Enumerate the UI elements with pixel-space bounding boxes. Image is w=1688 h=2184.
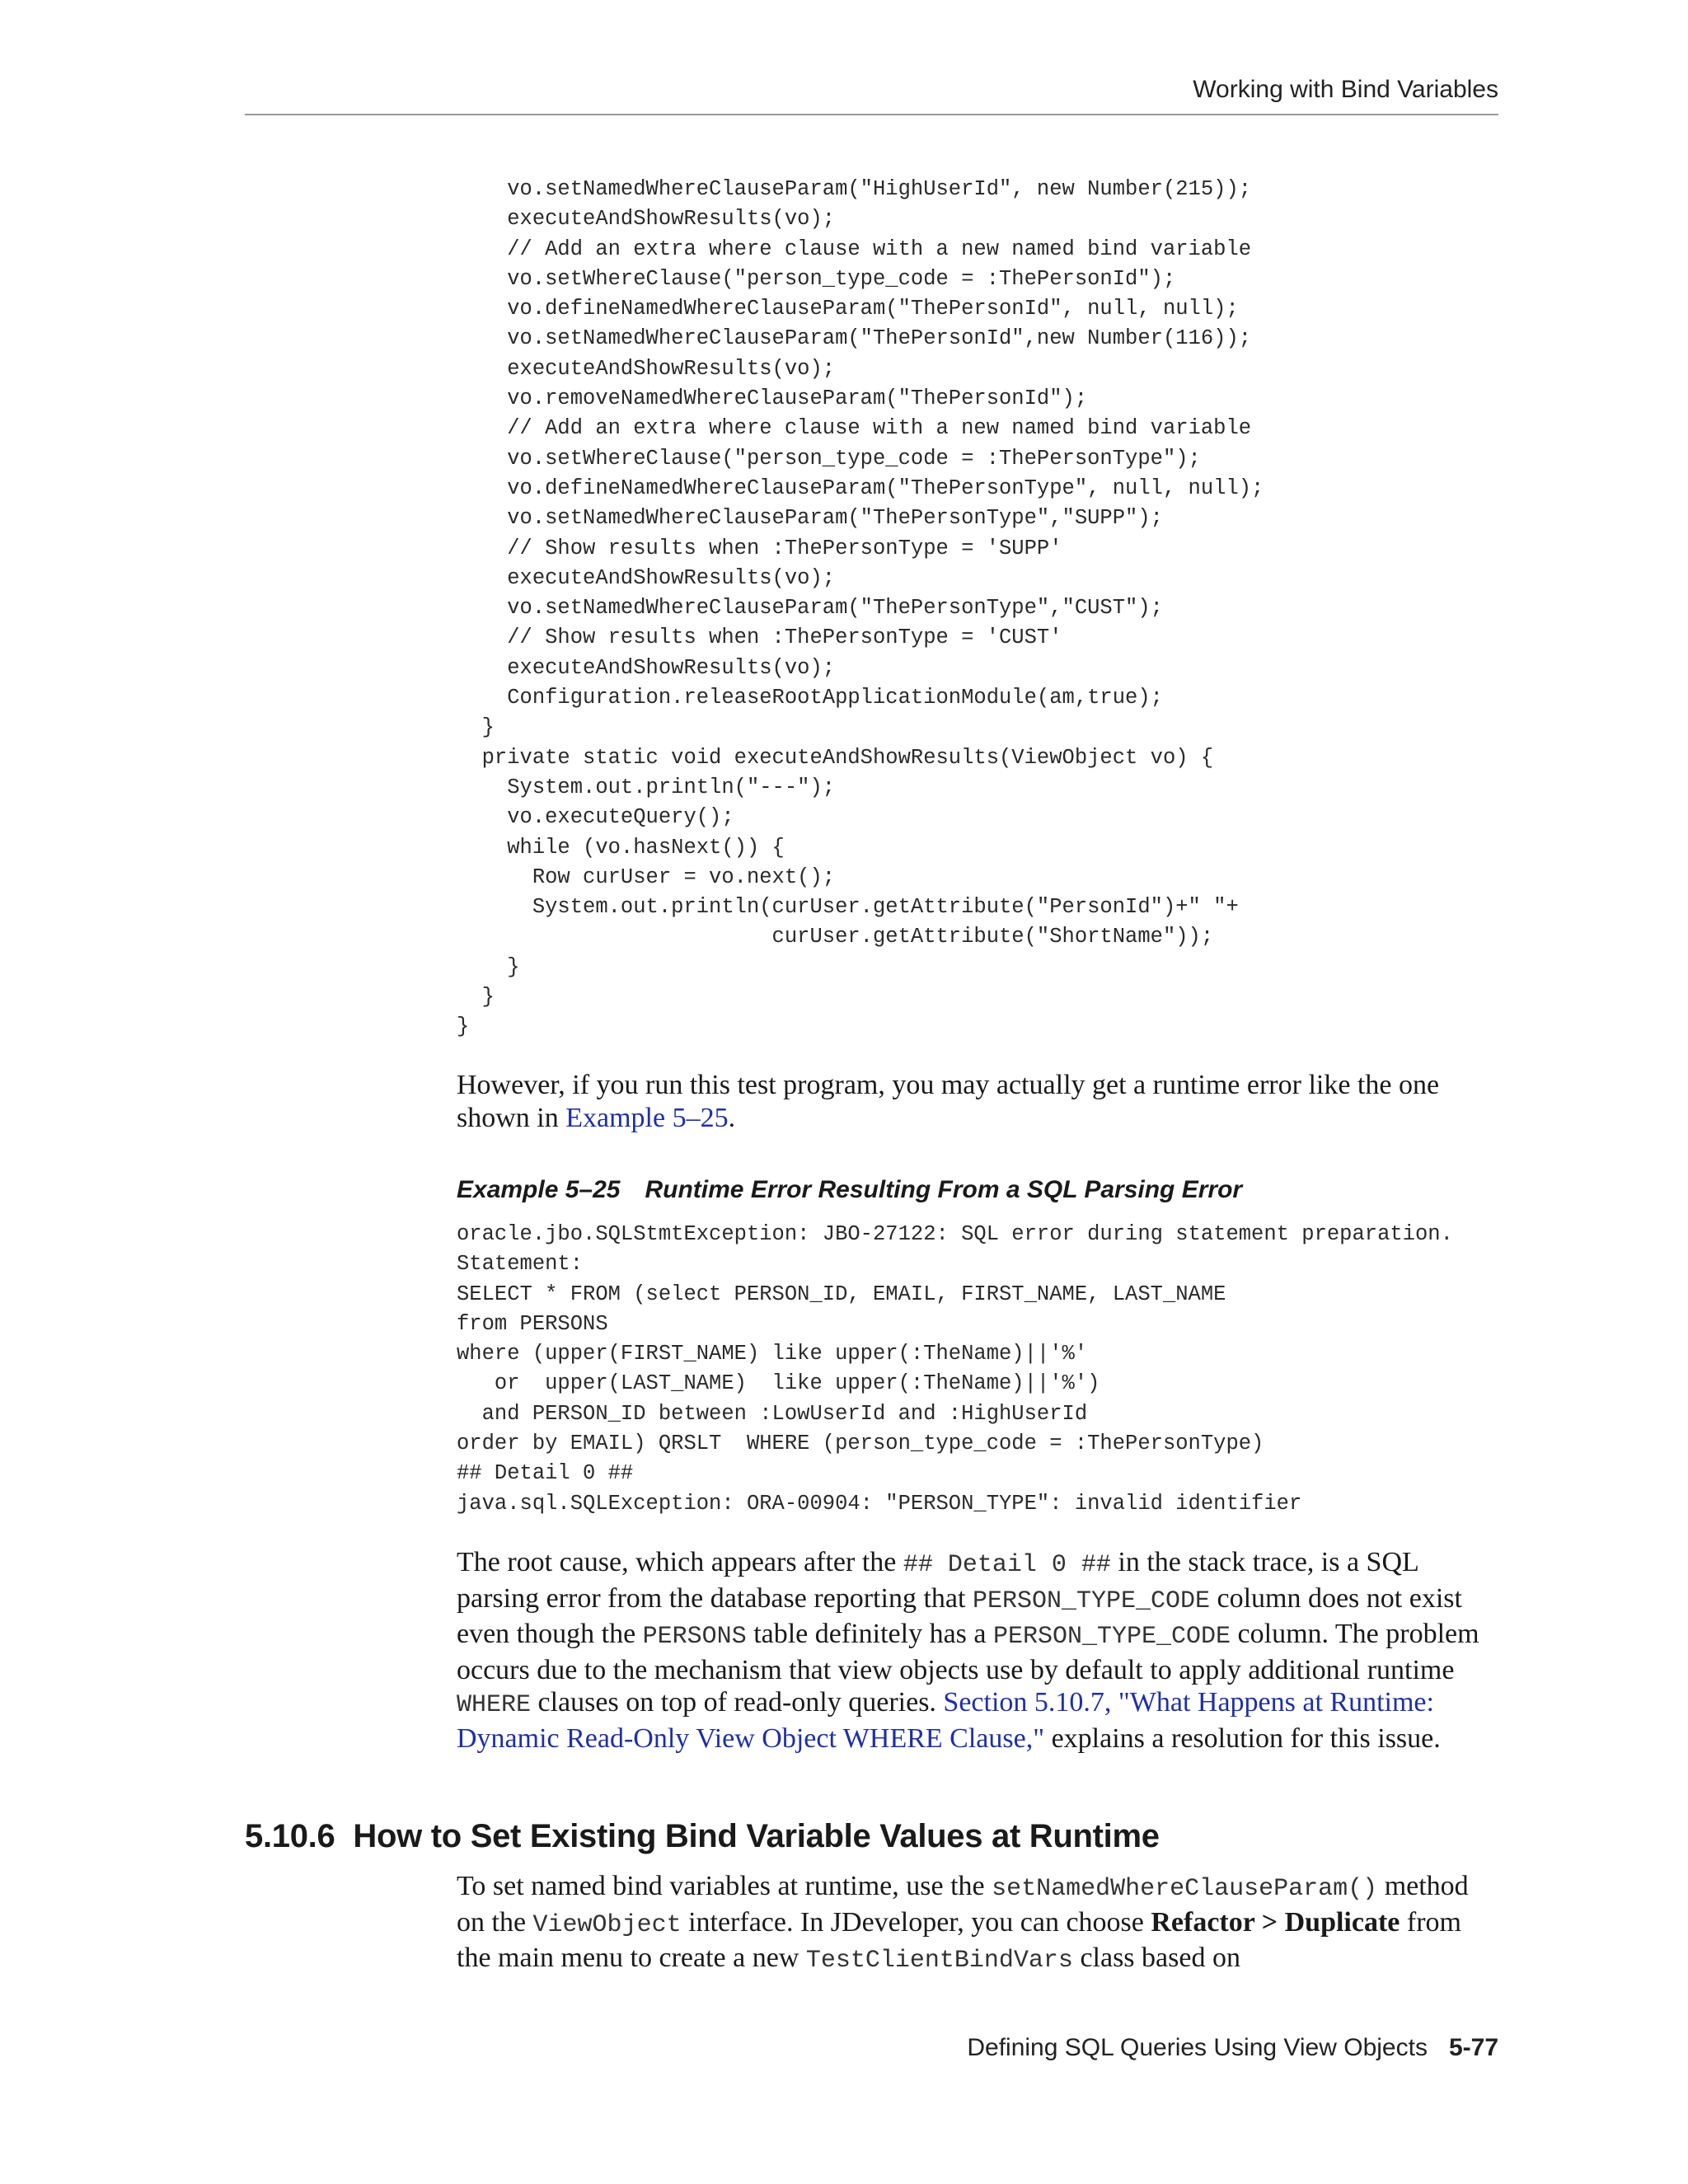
paragraph-text: interface. In JDeveloper, you can choose	[681, 1906, 1151, 1938]
paragraph-text: from the main menu to create a new	[457, 1906, 1461, 1974]
code-listing-error: oracle.jbo.SQLStmtException: JBO-27122: SQL error during statement preparation. Statement: SELECT * FROM (select PERSON_ID, EMAIL, FIRST_NAME, LAST_NAME from PERSONS where (upper(FIRST_NAME) like upper(:TheName)||'%' or upper(LAST_NAME) like upper(:TheName)||'%') and PERSON_ID between :LowUserId and :HighUserId order by EMAIL) QRSLT WHERE (person_type_code = :ThePersonType) ## Detail 0 ## java.sql.SQLException: ORA-00904: "PERSON_TYPE": invalid identifier	[457, 1222, 1453, 1516]
paragraph-root-cause	[457, 1546, 1502, 1755]
code-listing-continued: vo.setNamedWhereClauseParam("HighUserId", new Number(215)); executeAndShowResults(vo); // Add an extra where clause with a new named bind variable vo.setWhereClause("person_type_code = :ThePersonId"); vo.defineNamedWhereClauseParam("ThePersonId", null, null); vo.setNamedWhereClauseParam("ThePersonId",new Number(116)); executeAndShowResults(vo); vo.removeNamedWhereClauseParam("ThePersonId"); // Add an extra where clause with a new named bind variable vo.setWhereClause("person_type_code = :ThePersonType"); vo.defineNamedWhereClauseParam("ThePersonType", null, null); vo.setNamedWhereClauseParam("ThePersonType","SUPP"); // Show results when :ThePersonType = 'SUPP' executeAndShowResults(vo); vo.setNamedWhereClauseParam("ThePersonType","CUST"); // Show results when :ThePersonType = 'CUST' executeAndShowResults(vo); Configuration.releaseRootApplicationModule(am,true); } private static void executeAndShowResults(ViewObject vo) { System.out.println("---"); vo.executeQuery(); while (vo.hasNext()) { Row curUser = vo.next(); System.out.println(curUser.getAttribute("PersonId")+" "+ curUser.getAttribute("ShortName")); } } }	[457, 177, 1264, 1039]
paragraph-text: explains a resolution for this issue.	[1044, 1722, 1441, 1754]
section-heading	[245, 1818, 1160, 1855]
paragraph-text: class based on	[1072, 1943, 1240, 1974]
header-divider	[245, 114, 1498, 115]
paragraph-text: clauses on top of read-only queries.	[531, 1687, 944, 1718]
paragraph-text: column. The problem occurs due to the mechanism that view objects use by default to apply additional runtime	[457, 1619, 1479, 1685]
paragraph-text: However, if you run this test program, you may actually get a runtime error like the one shown in	[457, 1070, 1440, 1133]
page-footer	[967, 2034, 1498, 2062]
example-title: Runtime Error Resulting From a SQL Parsing Error	[645, 1176, 1243, 1203]
inline-code: ## Detail 0 ##	[903, 1551, 1111, 1579]
paragraph-text: in the stack trace, is a SQL parsing error from the database reporting that	[457, 1547, 1418, 1614]
paragraph-runtime-error	[457, 1069, 1502, 1134]
inline-code: ViewObject	[532, 1910, 682, 1939]
footer-chapter-title: Defining SQL Queries Using View Objects	[967, 2034, 1428, 2061]
paragraph-text: table definitely has a	[746, 1619, 993, 1650]
menu-path-text: Refactor > Duplicate	[1151, 1906, 1400, 1938]
inline-code: WHERE	[457, 1691, 532, 1720]
paragraph-set-bind-variables	[457, 1870, 1502, 1978]
example-5-25-link[interactable]: Example 5–25	[565, 1102, 729, 1133]
paragraph-text: To set named bind variables at runtime, use the	[457, 1871, 992, 1901]
inline-code: PERSON_TYPE_CODE	[972, 1586, 1210, 1615]
example-caption	[457, 1176, 1242, 1204]
section-title: How to Set Existing Bind Variable Values at Runtime	[353, 1818, 1160, 1854]
inline-code: PERSON_TYPE_CODE	[992, 1623, 1231, 1652]
example-number: Example 5–25	[457, 1176, 621, 1203]
inline-code: PERSONS	[642, 1623, 747, 1652]
paragraph-text: .	[728, 1102, 736, 1133]
section-5-10-7-link[interactable]: Section 5.10.7, "What Happens at Runtime: Dynamic Read-Only View Object WHERE Clause,"	[457, 1687, 1434, 1754]
section-number: 5.10.6	[245, 1818, 335, 1854]
running-header: Working with Bind Variables	[1193, 76, 1498, 103]
inline-code: setNamedWhereClauseParam()	[992, 1875, 1378, 1903]
inline-code: TestClientBindVars	[805, 1947, 1073, 1975]
paragraph-text: column does not exist even though the	[457, 1582, 1462, 1650]
page-number: 5-77	[1448, 2034, 1498, 2061]
paragraph-text: The root cause, which appears after the	[457, 1547, 903, 1577]
paragraph-text: method on the	[457, 1871, 1469, 1938]
